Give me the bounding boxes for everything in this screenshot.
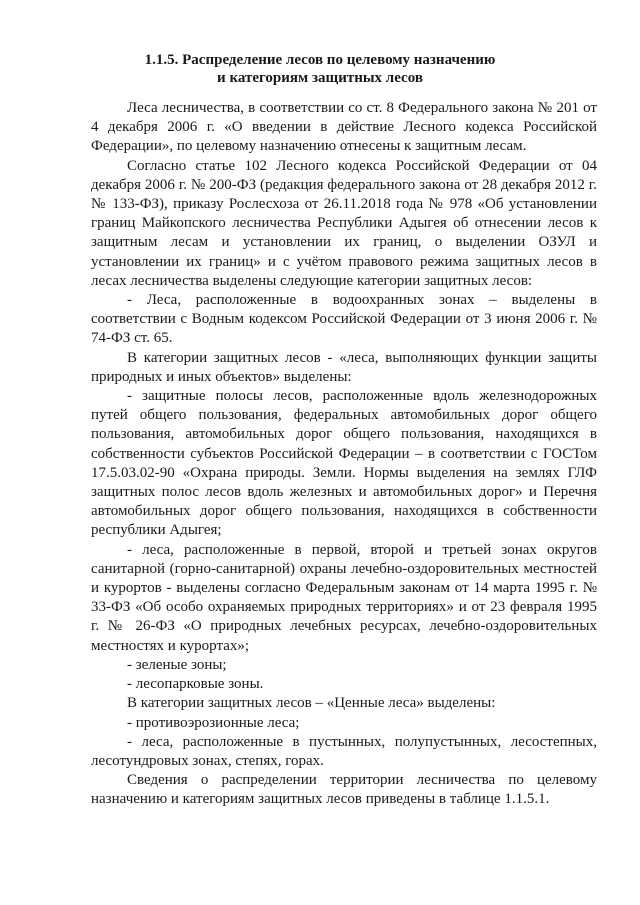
- document-body: [91, 99, 597, 810]
- paragraph-table-reference: Сведения о распределении территории лесничества по целевому назначению и категориям защитных лесов приведены в таблице 1.1.5.1.: [91, 772, 597, 808]
- list-item-water-protection: - Леса, расположенные в водоохранных зонах – выделены в соответствии с Водным кодексом Российской Федерации от 3 июня 2006 г. № 74-ФЗ ст. 65.: [91, 292, 597, 347]
- list-item-protective-strips: - защитные полосы лесов, расположенные вдоль железнодорожных путей общего пользования, федеральных автомобильных дорог общего пользования, автомобильных дорог общего пользования, находящихся в собственности субъектов Российской Федерации – в соответствии с ГОСТом 17.5.03.02-90 «Охрана природы. Земли. Нормы выделения на землях ГЛФ защитных полос лесов вдоль железных и автомобильных дорог» и Перечня автомобильных дорог общего пользования, находящихся в собственности республики Адыгея;: [91, 388, 597, 539]
- paragraph-forest-purpose: Леса лесничества, в соответствии со ст. 8 Федерального закона № 201 от 4 декабря 2006 г. «О введении в действие Лесного кодекса Российской Федерации», по целевому назначению отнесены к защитным лесам.: [91, 100, 597, 155]
- list-item-green-zones: - зеленые зоны;: [127, 656, 227, 673]
- list-item-sanitary-zones: - леса, расположенные в первой, второй и третьей зонах округов санитарной (горно-санитарной) охраны лечебно-оздоровительных местностей и курортов - выделены согласно Федеральным законам от 14 марта 1995 г. № 33-ФЗ «Об особо охраняемых природных территориях» и от 23 февраля 1995 г. № 26-ФЗ «О природных лечебных ресурсах, лечебно-оздоровительных местностях и курортах»;: [91, 541, 597, 654]
- paragraph-valuable-forests: В категории защитных лесов – «Ценные леса» выделены:: [127, 695, 496, 712]
- list-item-anti-erosion: - противоэрозионные леса;: [127, 714, 300, 731]
- heading-line-2: и категориям защитных лесов: [217, 70, 423, 86]
- section-heading: [60, 51, 580, 87]
- heading-line-1: 1.1.5. Распределение лесов по целевому назначению: [144, 52, 496, 68]
- paragraph-protective-category: В категории защитных лесов - «леса, выполняющих функции защиты природных и иных объектов» выделены:: [91, 349, 597, 385]
- paragraph-forest-code: Согласно статье 102 Лесного кодекса Российской Федерации от 04 декабря 2006 г. № 200-ФЗ (редакция федерального закона от 28 декабря 2012 г. № 133-ФЗ), приказу Рослесхоза от 26.11.2018 года № 978 «Об установлении границ Майкопского лесничества Республики Адыгея об отнесении лесов к защитным лесам и установлении их границ, о выделении ОЗУЛ и установлении их границ» и с учётом правового режима защитных лесов в лесах лесничества выделены следующие категории защитных лесов:: [91, 157, 597, 289]
- list-item-forest-park-zones: - лесопарковые зоны.: [127, 676, 264, 693]
- list-item-desert-steppe: - леса, расположенные в пустынных, полупустынных, лесостепных, лесотундровых зонах, степях, горах.: [91, 733, 597, 769]
